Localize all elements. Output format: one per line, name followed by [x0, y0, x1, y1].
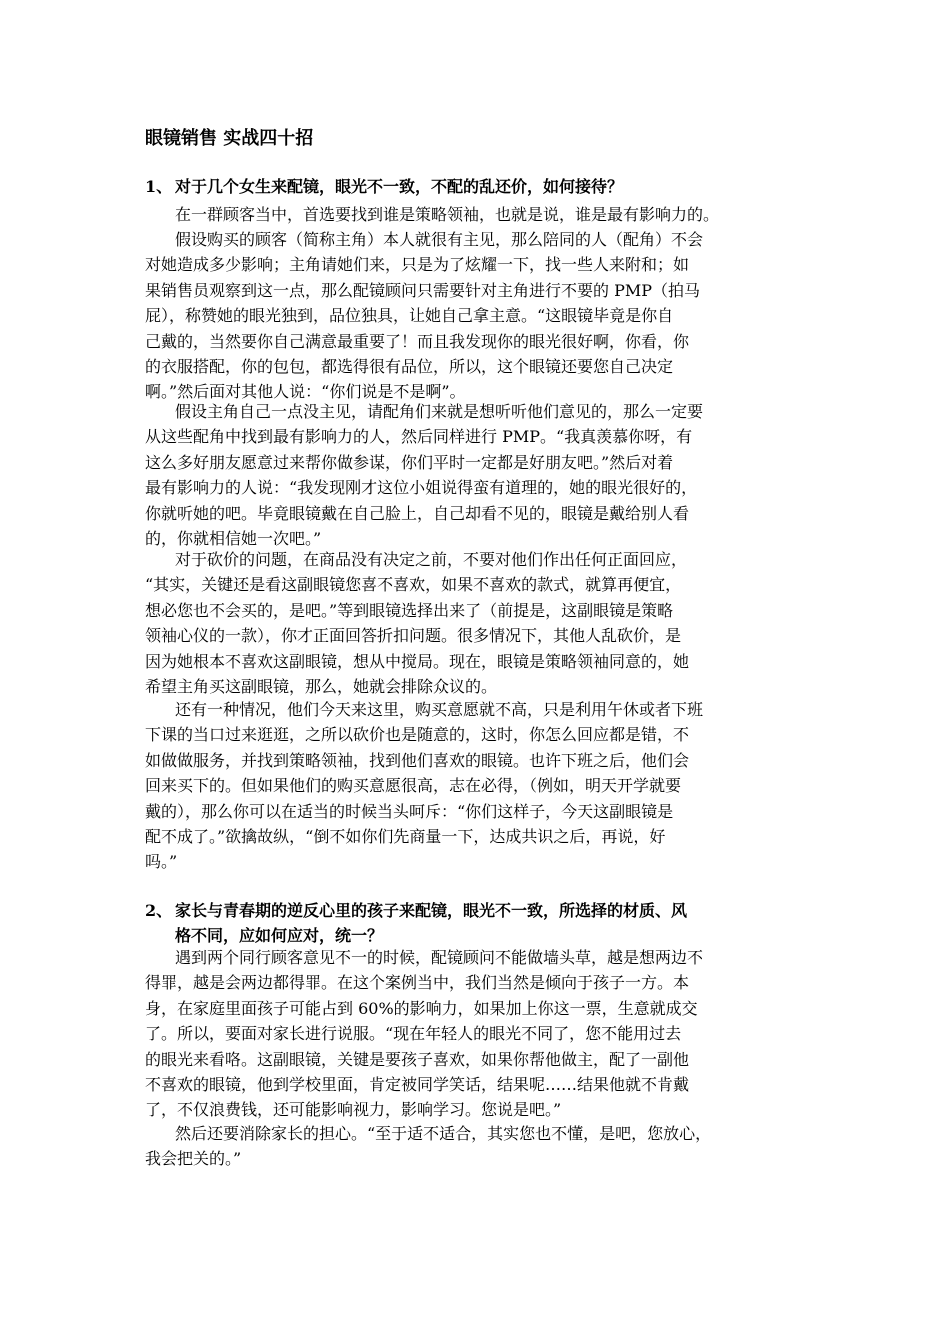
text-line: 回来买下的。但如果他们的购买意愿很高，志在必得，（例如，明天开学就要 — [145, 776, 682, 796]
text-line: 的，你就相信她一次吧。” — [145, 528, 322, 548]
section-1-paragraph-4 — [145, 547, 825, 699]
text-line: 得罪，越是会两边都得罪。在这个案例当中，我们当然是倾向于孩子一方。本 — [145, 973, 690, 993]
document-title: 眼镜销售 实战四十招 — [145, 128, 314, 149]
section-2-paragraph-2 — [145, 1121, 825, 1172]
text-line: 配不成了。”欲擒故纵，“倒不如你们先商量一下，达成共识之后，再说，好 — [145, 826, 666, 846]
text-line: 希望主角买这副眼镜，那么，她就会排除众议的。 — [145, 676, 498, 696]
text-line: 这么多好朋友愿意过来帮你做参谋，你们平时一定都是好朋友吧。”然后对着 — [145, 452, 674, 472]
text-line: 最有影响力的人说：“我发现刚才这位小姐说得蛮有道理的，她的眼光很好的， — [145, 478, 698, 498]
text-line: 戴的），那么你可以在适当的时候当头呵斥：“你们这样子，今天这副眼镜是 — [145, 801, 674, 821]
text-line: 假设主角自己一点没主见，请配角们来就是想听听他们意见的，那么一定要 — [175, 402, 704, 421]
section-1-paragraph-1 — [145, 202, 825, 227]
section-1-paragraph-5 — [145, 697, 825, 875]
text-line: 下课的当口过来逛逛，之所以砍价也是随意的，这时，你怎么回应都是错，不 — [145, 725, 690, 745]
text-line: 对她造成多少影响；主角请她们来，只是为了炫耀一下，找一些人来附和；如 — [145, 255, 690, 275]
section-2-paragraph-1 — [145, 945, 825, 1123]
text-line: 我会把关的。” — [145, 1149, 242, 1169]
section-1-paragraph-3 — [145, 399, 825, 551]
section-2-heading — [145, 898, 805, 948]
text-line: 领袖心仪的一款），你才正面回答折扣问题。很多情况下，其他人乱砍价，是 — [145, 626, 682, 646]
text-line: 了。所以，要面对家长进行说服。“现在年轻人的眼光不同了，您不能用过去 — [145, 1024, 682, 1044]
text-line: 屁），称赞她的眼光独到，品位独具，让她自己拿主意。“这眼镜毕竟是你自 — [145, 306, 674, 326]
section-2-heading-line: 格不同，应如何应对，统一？ — [175, 926, 384, 945]
text-line: 你就听她的吧。毕竟眼镜戴在自己脸上，自己却看不见的，眼镜是戴给别人看 — [145, 503, 690, 523]
text-line: 想必您也不会买的，是吧。”等到眼镜选择出来了（前提是，这副眼镜是策略 — [145, 600, 674, 620]
text-line: 对于砍价的问题，在商品没有决定之前，不要对他们作出任何正面回应， — [175, 550, 688, 569]
section-1-heading-line: 对于几个女生来配镜，眼光不一致，不配的乱还价，如何接待？ — [175, 177, 624, 196]
text-line: 如做做服务，并找到策略领袖，找到他们喜欢的眼镜。也许下班之后，他们会 — [145, 750, 690, 770]
section-1-number: 1、 — [145, 177, 173, 196]
text-line: 因为她根本不喜欢这副眼镜，想从中搅局。现在，眼镜是策略领袖同意的，她 — [145, 651, 690, 671]
text-line: 果销售员观察到这一点，那么配镜顾问只需要针对主角进行不要的 PMP（拍马 — [145, 280, 701, 300]
text-line: 身，在家庭里面孩子可能占到 60%的影响力，如果加上你这一票，生意就成交 — [145, 998, 698, 1018]
text-line: 还有一种情况，他们今天来这里，购买意愿就不高，只是利用午休或者下班 — [175, 700, 704, 719]
section-2-heading-line: 家长与青春期的逆反心里的孩子来配镜，眼光不一致，所选择的材质、风 — [175, 901, 688, 920]
text-line: 在一群顾客当中，首选要找到谁是策略领袖，也就是说，谁是最有影响力的。 — [175, 205, 720, 224]
text-line: 啊。”然后面对其他人说：“你们说是不是啊”。 — [145, 382, 466, 402]
section-1-paragraph-2 — [145, 227, 825, 405]
section-1-heading — [145, 174, 805, 199]
text-line: 了，不仅浪费钱，还可能影响视力，影响学习。您说是吧。” — [145, 1100, 562, 1120]
text-line: 假设购买的顾客（简称主角）本人就很有主见，那么陪同的人（配角）不会 — [175, 230, 704, 249]
text-line: 己戴的，当然要你自己满意最重要了！而且我发现你的眼光很好啊，你看，你 — [145, 331, 690, 351]
text-line: 然后还要消除家长的担心。“至于适不适合，其实您也不懂，是吧，您放心， — [175, 1124, 712, 1143]
text-line: 的衣服搭配，你的包包，都选得很有品位，所以，这个眼镜还要您自己决定 — [145, 356, 674, 376]
text-line: 的眼光来看咯。这副眼镜，关键是要孩子喜欢，如果你帮他做主，配了一副他 — [145, 1049, 690, 1069]
text-line: 从这些配角中找到最有影响力的人，然后同样进行 PMP。“我真羡慕你呀，有 — [145, 427, 693, 447]
section-2-number: 2、 — [145, 901, 173, 920]
text-line: 遇到两个同行顾客意见不一的时候，配镜顾问不能做墙头草，越是想两边不 — [175, 948, 704, 967]
text-line: 不喜欢的眼镜，他到学校里面，肯定被同学笑话，结果呢……结果他就不肯戴 — [145, 1074, 690, 1094]
text-line: “其实，关键还是看这副眼镜您喜不喜欢，如果不喜欢的款式，就算再便宜， — [145, 575, 682, 595]
text-line: 吗。” — [145, 852, 178, 872]
